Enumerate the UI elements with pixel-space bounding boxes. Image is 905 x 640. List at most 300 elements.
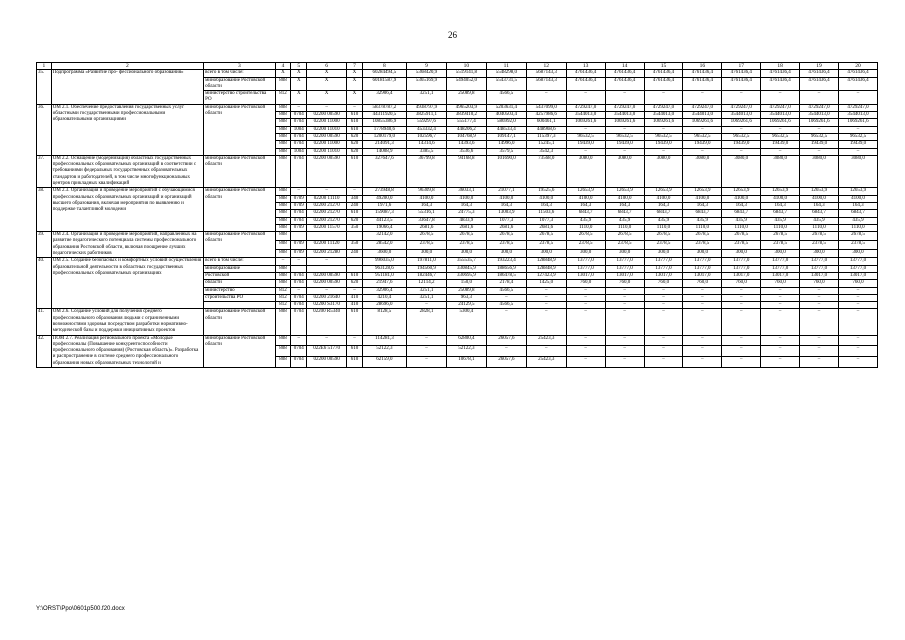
- amount-cell: 4761436,4: [566, 70, 605, 77]
- amount-cell: 96532,5: [800, 133, 839, 140]
- amount-cell: –: [800, 309, 839, 335]
- code-cell-c7: Х: [347, 91, 363, 105]
- amount-cell: 300,0: [800, 249, 839, 258]
- header-cell: 4: [275, 63, 291, 70]
- code-cell-c4: 808: [275, 155, 291, 187]
- amount-cell: 3544013,0: [566, 112, 605, 119]
- executor: министерство: [204, 287, 275, 294]
- code-cell-c4: 808: [275, 280, 291, 287]
- amount-cell: 214091,3: [362, 141, 406, 148]
- amount-cell: 3542,3: [526, 148, 566, 155]
- amount-cell: 13777,0: [566, 258, 605, 265]
- amount-cell: 4100,0: [526, 195, 566, 202]
- amount-cell: 19439,0: [722, 141, 761, 148]
- amount-cell: –: [644, 126, 683, 133]
- code-cell-c5: –: [291, 188, 307, 195]
- code-cell-c7: 240: [347, 202, 363, 209]
- amount-cell: –: [605, 346, 644, 357]
- executor: министерство строительства РО: [204, 91, 275, 105]
- amount-cell: 4761436,4: [838, 70, 877, 77]
- executor: минобразование Ростовской области: [204, 155, 275, 187]
- amount-cell: –: [566, 357, 605, 368]
- amount-cell: 951181,0: [362, 272, 406, 279]
- amount-cell: 2378,5: [800, 240, 839, 249]
- amount-cell: 12653,9: [800, 188, 839, 195]
- amount-cell: 4761436,4: [644, 70, 683, 77]
- amount-cell: 6843,7: [683, 210, 722, 217]
- code-cell-c5: 0709: [291, 195, 307, 202]
- code-cell-c6: 02200 21280: [307, 249, 347, 258]
- amount-cell: 300,0: [761, 249, 800, 258]
- amount-cell: –: [486, 346, 526, 357]
- code-cell-c7: [347, 232, 363, 241]
- code-cell-c7: 620: [347, 148, 363, 155]
- code-cell-c4: 808: [275, 195, 291, 202]
- amount-cell: 5437099,0: [526, 104, 566, 111]
- amount-cell: 3080,0: [761, 155, 800, 187]
- amount-cell: –: [526, 302, 566, 309]
- header-cell: 7: [347, 63, 363, 70]
- amount-cell: 96532,5: [644, 133, 683, 140]
- page-number: 26: [448, 30, 457, 40]
- amount-cell: 1425,0: [526, 280, 566, 287]
- amount-cell: 188656,9: [486, 265, 526, 272]
- amount-cell: 2378,5: [683, 240, 722, 249]
- amount-cell: 448533,4: [486, 126, 526, 133]
- code-cell-c6: –: [307, 287, 347, 294]
- row-number: 39.: [37, 232, 52, 258]
- code-cell-c6: 02200 00590: [307, 133, 347, 140]
- amount-cell: –: [761, 294, 800, 301]
- amount-cell: 4100,0: [406, 195, 446, 202]
- code-cell-c4: 808: [275, 346, 291, 357]
- amount-cell: 760,0: [800, 280, 839, 287]
- code-cell-c4: 812: [275, 91, 291, 105]
- code-cell-c4: 808: [275, 240, 291, 249]
- code-cell-c6: Х: [307, 91, 347, 105]
- row-number: 38.: [37, 188, 52, 232]
- amount-cell: –: [838, 287, 877, 294]
- amount-cell: –: [761, 287, 800, 294]
- amount-cell: 2681,6: [446, 224, 486, 231]
- amount-cell: 5300,4: [446, 309, 486, 335]
- row-number: 40.: [37, 258, 52, 309]
- amount-cell: 13777,0: [838, 258, 877, 265]
- executor: минобразование Ростовской области: [204, 104, 275, 155]
- amount-cell: 4100,0: [566, 195, 605, 202]
- measure-name: Подпрограмма «Развитие про- фессионального образования»: [51, 70, 203, 104]
- code-cell-c6: 02200 00590: [307, 357, 347, 368]
- amount-cell: 2678,5: [566, 232, 605, 241]
- header-cell: 10: [446, 63, 486, 70]
- amount-cell: –: [644, 287, 683, 294]
- amount-cell: –: [526, 91, 566, 105]
- amount-cell: 4100,0: [761, 195, 800, 202]
- amount-cell: –: [761, 126, 800, 133]
- code-cell-c6: 02200 21270: [307, 202, 347, 209]
- amount-cell: 6843,7: [722, 210, 761, 217]
- amount-cell: 25089,8: [446, 287, 486, 294]
- amount-cell: 996035,0: [362, 258, 406, 265]
- amount-cell: 19439,0: [800, 141, 839, 148]
- amount-cell: 6843,7: [605, 210, 644, 217]
- amount-cell: 159087,3: [362, 210, 406, 217]
- code-cell-c7: 240: [347, 249, 363, 258]
- amount-cell: 435,9: [683, 217, 722, 224]
- code-cell-c6: 02200 00590: [307, 112, 347, 119]
- code-cell-c6: 02200 00590: [307, 272, 347, 279]
- budget-table: [36, 62, 878, 368]
- code-cell-c4: 808: [275, 232, 291, 241]
- amount-cell: 60181587,9: [362, 77, 406, 91]
- amount-cell: 5494052,0: [446, 77, 486, 91]
- measure-name: ОМ 2.6. Создание условий для получения среднего профессионального образования людьми с ограниченными возможностями здоровья посредством разработки нормативно-методической базы и поддержки инициативных проектов: [51, 309, 203, 335]
- amount-cell: –: [683, 287, 722, 294]
- row-number: 36.: [37, 104, 52, 155]
- amount-cell: 14996,0: [486, 141, 526, 148]
- amount-cell: 4761436,4: [605, 70, 644, 77]
- amount-cell: 300,0: [605, 249, 644, 258]
- amount-cell: –: [566, 148, 605, 155]
- amount-cell: 1778940,6: [362, 126, 406, 133]
- amount-cell: 3251,1: [406, 91, 446, 105]
- executor: [204, 302, 275, 309]
- header-cell: 12: [526, 63, 566, 70]
- amount-cell: 13777,0: [605, 265, 644, 272]
- code-cell-c4: 808: [275, 217, 291, 224]
- amount-cell: –: [800, 302, 839, 309]
- amount-cell: 12114,2: [406, 280, 446, 287]
- code-cell-c4: 808: [275, 202, 291, 209]
- table-row: [37, 70, 878, 77]
- header-cell: 8: [362, 63, 406, 70]
- code-cell-c5: 0709: [291, 240, 307, 249]
- code-cell-c4: 808: [275, 335, 291, 346]
- code-cell-c6: 02200 21270: [307, 217, 347, 224]
- code-cell-c7: –: [347, 287, 363, 294]
- amount-cell: 435,9: [566, 217, 605, 224]
- amount-cell: 1069261,6: [838, 119, 877, 126]
- amount-cell: 13777,0: [761, 258, 800, 265]
- code-cell-c5: 0704: [291, 155, 307, 187]
- code-cell-c6: [307, 232, 347, 241]
- amount-cell: –: [761, 148, 800, 155]
- amount-cell: 21077,1: [486, 188, 526, 195]
- amount-cell: –: [526, 346, 566, 357]
- amount-cell: 182446,7: [406, 272, 446, 279]
- amount-cell: 13777,0: [800, 258, 839, 265]
- amount-cell: –: [605, 309, 644, 335]
- amount-cell: 4566,5: [486, 91, 526, 105]
- amount-cell: 10855386,9: [362, 119, 406, 126]
- code-cell-c6: 02200 11570: [307, 224, 347, 231]
- row-number: 41.: [37, 309, 52, 335]
- amount-cell: 435,9: [644, 217, 683, 224]
- code-cell-c4: 808: [275, 357, 291, 368]
- header-cell: 1: [37, 63, 52, 70]
- amount-cell: –: [722, 287, 761, 294]
- amount-cell: –: [683, 309, 722, 335]
- amount-cell: 2678,5: [838, 232, 877, 241]
- amount-cell: 2678,5: [486, 232, 526, 241]
- amount-cell: 4761436,4: [722, 70, 761, 77]
- amount-cell: 36033,1: [446, 188, 486, 195]
- code-cell-c7: 620: [347, 217, 363, 224]
- amount-cell: –: [683, 346, 722, 357]
- amount-cell: 4729247,0: [800, 104, 839, 111]
- code-cell-c5: 0704: [291, 272, 307, 279]
- amount-cell: –: [406, 346, 446, 357]
- amount-cell: –: [722, 302, 761, 309]
- amount-cell: 14008,9: [362, 148, 406, 155]
- code-cell-c5: –: [291, 287, 307, 294]
- amount-cell: –: [605, 148, 644, 155]
- amount-cell: –: [722, 357, 761, 368]
- amount-cell: 963,3: [446, 294, 486, 301]
- amount-cell: 164,3: [761, 202, 800, 209]
- amount-cell: –: [566, 309, 605, 335]
- amount-cell: 13777,0: [838, 265, 877, 272]
- code-cell-c5: 0704: [291, 210, 307, 217]
- amount-cell: 2378,5: [605, 240, 644, 249]
- amount-cell: 1069261,6: [644, 119, 683, 126]
- code-cell-c6: Х: [307, 70, 347, 77]
- amount-cell: 5365169,9: [406, 77, 446, 91]
- amount-cell: 1110,0: [605, 224, 644, 231]
- code-cell-c7: 610: [347, 309, 363, 335]
- header-cell: 3: [204, 63, 275, 70]
- amount-cell: 4566,5: [486, 287, 526, 294]
- amount-cell: 300,0: [644, 249, 683, 258]
- code-cell-c7: 350: [347, 240, 363, 249]
- amount-cell: 300,0: [486, 249, 526, 258]
- amount-cell: 15245,1: [526, 141, 566, 148]
- amount-cell: 4100,0: [683, 195, 722, 202]
- amount-cell: 3251,1: [406, 287, 446, 294]
- code-cell-c4: 808: [275, 133, 291, 140]
- executor: минобразование Ростовской области: [204, 77, 275, 91]
- amount-cell: 4833,9: [446, 217, 486, 224]
- amount-cell: 21947,6: [362, 280, 406, 287]
- table-row: [37, 232, 878, 241]
- table-row: [37, 188, 878, 195]
- amount-cell: 1971,6: [362, 202, 406, 209]
- amount-cell: 4761436,4: [800, 77, 839, 91]
- amount-cell: 2378,5: [446, 240, 486, 249]
- table-row: [37, 335, 878, 346]
- header-cell: 6: [307, 63, 347, 70]
- amount-cell: 13017,0: [605, 272, 644, 279]
- amount-cell: –: [566, 287, 605, 294]
- amount-cell: 2178,4: [486, 280, 526, 287]
- code-cell-c5: 0704: [291, 133, 307, 140]
- amount-cell: 164,3: [644, 202, 683, 209]
- amount-cell: 96532,5: [566, 133, 605, 140]
- code-cell-c4: 808: [275, 224, 291, 231]
- amount-cell: 104768,9: [446, 133, 486, 140]
- amount-cell: –: [406, 335, 446, 346]
- amount-cell: 1110,0: [761, 224, 800, 231]
- header-cell: 14: [605, 63, 644, 70]
- amount-cell: 435,9: [838, 217, 877, 224]
- table-row: [37, 104, 878, 111]
- code-cell-c6: –: [307, 335, 347, 346]
- amount-cell: 4761436,4: [644, 77, 683, 91]
- amount-cell: 300,0: [526, 249, 566, 258]
- amount-cell: 2678,5: [446, 232, 486, 241]
- amount-cell: 2378,5: [722, 240, 761, 249]
- amount-cell: 24775,3: [446, 210, 486, 217]
- code-cell-c6: 02200 S3170: [307, 302, 347, 309]
- code-cell-c7: 620: [347, 280, 363, 287]
- code-cell-c4: 812: [275, 302, 291, 309]
- header-cell: 15: [644, 63, 683, 70]
- measure-name: ОМ 2.4. Организация и проведение мероприятий, направленных на развитие педагогического потенциала системы профессионального образования Ростовской области, включая поощрение лучших педагогических работников: [51, 232, 203, 258]
- code-cell-c4: 808: [275, 272, 291, 279]
- amount-cell: 19066,4: [362, 224, 406, 231]
- executor: минобразование Ростовской области: [204, 232, 275, 258]
- amount-cell: 14393,6: [446, 141, 486, 148]
- code-cell-c5: 0704: [291, 302, 307, 309]
- amount-cell: 1069261,6: [800, 119, 839, 126]
- table-row: [37, 258, 878, 265]
- code-cell-c6: 02200 11000: [307, 141, 347, 148]
- amount-cell: 1069261,6: [566, 119, 605, 126]
- amount-cell: 4761436,4: [761, 77, 800, 91]
- amount-cell: 435,9: [761, 217, 800, 224]
- code-cell-c4: 808: [275, 188, 291, 195]
- code-cell-c5: –: [291, 104, 307, 111]
- amount-cell: 96532,5: [761, 133, 800, 140]
- amount-cell: 4729247,0: [838, 104, 877, 111]
- code-cell-c7: 610: [347, 346, 363, 357]
- amount-cell: 2678,5: [605, 232, 644, 241]
- code-cell-c6: 02200 00590: [307, 280, 347, 287]
- code-cell-c5: 0709: [291, 224, 307, 231]
- amount-cell: 5203631,4: [486, 104, 526, 111]
- amount-cell: 4729247,0: [566, 104, 605, 111]
- amount-cell: 4257986,6: [526, 112, 566, 119]
- amount-cell: 5687143,3: [526, 77, 566, 91]
- amount-cell: –: [486, 294, 526, 301]
- amount-cell: 4100,0: [800, 195, 839, 202]
- amount-cell: 3080,0: [722, 155, 761, 187]
- code-cell-c5: 0704: [291, 309, 307, 335]
- amount-cell: 2678,5: [526, 232, 566, 241]
- amount-cell: –: [800, 357, 839, 368]
- code-cell-c7: 620: [347, 133, 363, 140]
- code-cell-c6: 022Е6 51770: [307, 346, 347, 357]
- amount-cell: 193223,4: [486, 258, 526, 265]
- code-cell-c7: 610: [347, 126, 363, 133]
- amount-cell: 13017,0: [761, 272, 800, 279]
- code-cell-c4: 808: [275, 119, 291, 126]
- executor: всего в том числе:: [204, 70, 275, 77]
- amount-cell: 62159,0: [362, 357, 406, 368]
- amount-cell: 62800,4: [446, 335, 486, 346]
- executor: минобразование: [204, 265, 275, 272]
- code-cell-c5: 0704: [291, 280, 307, 287]
- executor: Ростовской: [204, 272, 275, 279]
- amount-cell: 13777,0: [605, 258, 644, 265]
- amount-cell: 4100,0: [838, 195, 877, 202]
- amount-cell: –: [644, 346, 683, 357]
- amount-cell: 114281,3: [362, 335, 406, 346]
- code-cell-c6: 02200 21270: [307, 210, 347, 217]
- amount-cell: –: [406, 302, 446, 309]
- amount-cell: 4761436,4: [722, 77, 761, 91]
- amount-cell: –: [838, 91, 877, 105]
- code-cell-c7: 620: [347, 141, 363, 148]
- amount-cell: 435,9: [605, 217, 644, 224]
- amount-cell: 2378,5: [566, 240, 605, 249]
- amount-cell: 3385,5: [406, 148, 446, 155]
- code-cell-c7: 340: [347, 195, 363, 202]
- amount-cell: 96532,5: [683, 133, 722, 140]
- code-cell-c4: 812: [275, 287, 291, 294]
- amount-cell: –: [644, 148, 683, 155]
- amount-cell: –: [683, 294, 722, 301]
- amount-cell: –: [838, 126, 877, 133]
- amount-cell: 128848,9: [526, 258, 566, 265]
- amount-cell: –: [722, 294, 761, 301]
- code-cell-c7: 410: [347, 294, 363, 301]
- amount-cell: 13777,0: [722, 265, 761, 272]
- amount-cell: 13777,0: [683, 265, 722, 272]
- amount-cell: 1069261,6: [683, 119, 722, 126]
- header-cell: 5: [291, 63, 307, 70]
- header-cell: 18: [761, 63, 800, 70]
- amount-cell: –: [644, 357, 683, 368]
- amount-cell: 3080,0: [838, 155, 877, 187]
- amount-cell: 600461,1: [526, 119, 566, 126]
- amount-cell: 2681,6: [486, 224, 526, 231]
- code-cell-c5: 0709: [291, 249, 307, 258]
- amount-cell: –: [526, 287, 566, 294]
- amount-cell: 3544013,0: [644, 112, 683, 119]
- amount-cell: –: [566, 302, 605, 309]
- measure-name: ОМ 2.3. Организация и проведение мероприятий с обучающимися профессиональных образовательных организаций и организаций высшего образования, включая мероприятия по выявлению и поддержке талантливой молодежи: [51, 188, 203, 232]
- amount-cell: 4761436,4: [605, 77, 644, 91]
- amount-cell: 3544013,0: [800, 112, 839, 119]
- amount-cell: –: [644, 335, 683, 346]
- amount-cell: 3544013,0: [838, 112, 877, 119]
- amount-cell: 1077,3: [526, 217, 566, 224]
- amount-cell: 300,0: [566, 249, 605, 258]
- code-cell-c7: 610: [347, 155, 363, 187]
- amount-cell: 13017,0: [644, 272, 683, 279]
- amount-cell: 300,0: [406, 249, 446, 258]
- amount-cell: –: [761, 346, 800, 357]
- amount-cell: 760,0: [566, 280, 605, 287]
- code-cell-c5: 1004: [291, 126, 307, 133]
- code-cell-c4: 808: [275, 148, 291, 155]
- amount-cell: 19439,0: [683, 141, 722, 148]
- amount-cell: –: [838, 346, 877, 357]
- amount-cell: –: [486, 309, 526, 335]
- amount-cell: 12653,9: [566, 188, 605, 195]
- code-cell-c6: Х: [307, 77, 347, 91]
- amount-cell: 3080,0: [566, 155, 605, 187]
- amount-cell: 109147,1: [486, 133, 526, 140]
- code-cell-c6: 02200 00590: [307, 155, 347, 187]
- header-row: [37, 63, 878, 70]
- amount-cell: –: [526, 309, 566, 335]
- amount-cell: –: [683, 335, 722, 346]
- amount-cell: 52122,3: [446, 346, 486, 357]
- code-cell-c5: 0704: [291, 217, 307, 224]
- measure-name: ОМ 2.2. Оснащение (модернизация) областных государственных профессиональных образовательных организаций в соответствии с требованиями федеральных государственных образовательных стандартов и работодателей, в том числе многофункциональных центров прикладных квалификаций: [51, 155, 203, 187]
